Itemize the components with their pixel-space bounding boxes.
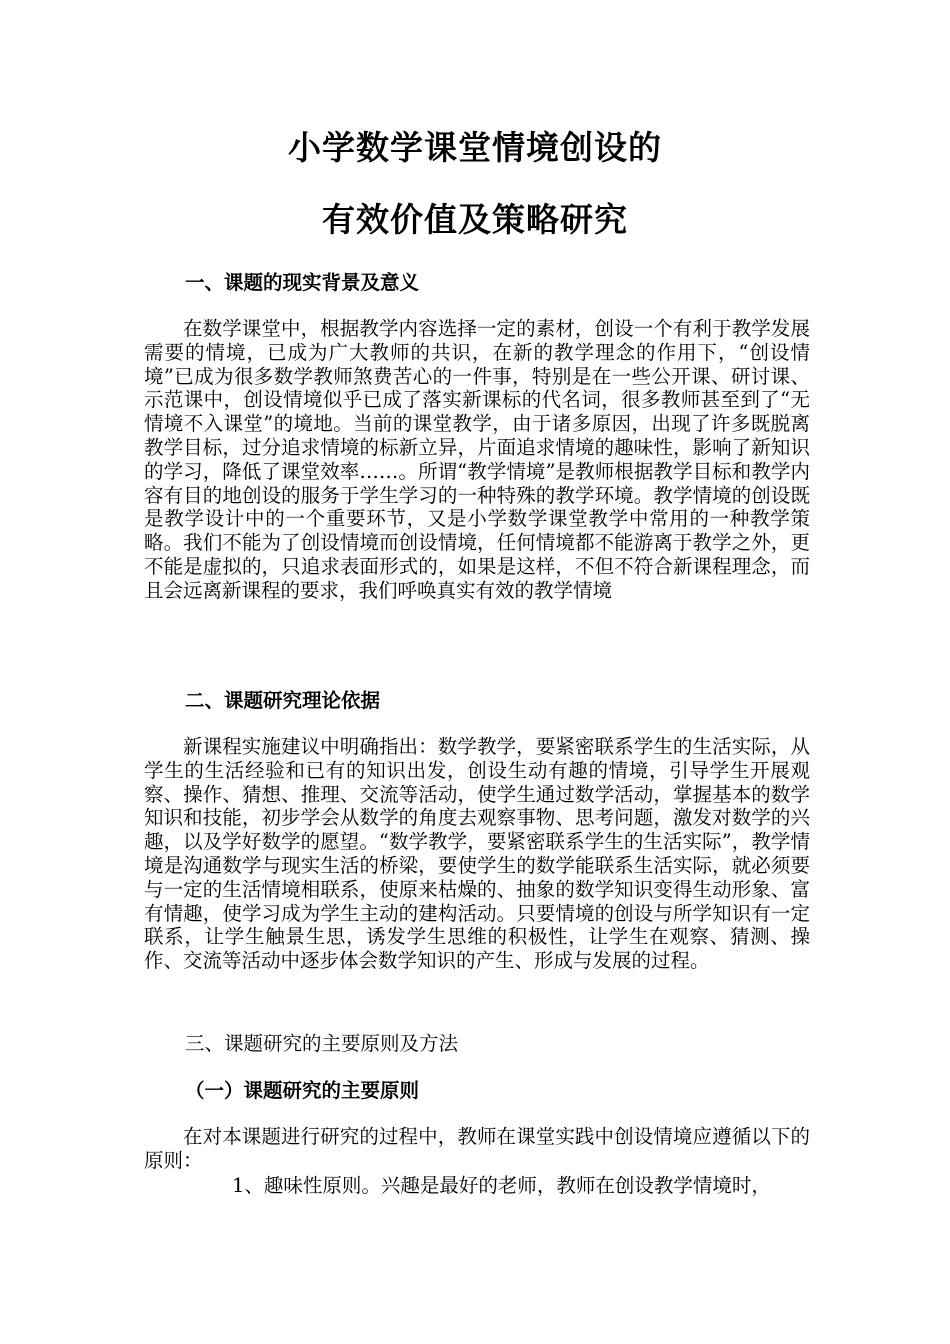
principle-item-1: 1、趣味性原则。兴趣是最好的老师，教师在创设教学情境时， [232, 1174, 771, 1197]
document-title-line-1: 小学数学课堂情境创设的 [288, 128, 662, 167]
section-2-paragraph: 新课程实施建议中明确指出：数学教学，要紧密联系学生的生活实际，从学生的生活经验和已有的知识出发，创设生动有趣的情境，引导学生开展观察、操作、猜想、推理、交流等活动，使学生通过数学活动，掌握基本的数学知识和技能，初步学会从数学的角度去观察事物、思考问题，激发对数学的兴趣，以及学好数学的愿望。“数学教学，要紧密联系学生的生活实际”，教学情境是沟通数学与现实生活的桥梁，要使学生的数学能联系生活实际，就必须要与一定的生活情境相联系，使原来枯燥的、抽象的数学知识变得生动形象、富有情趣，使学习成为学生主动的建构活动。只要情境的创设与所学知识有一定联系，让学生触景生思，诱发学生思维的积极性，让学生在观察、猜测、操作、交流等活动中逐步体会数学知识的产生、形成与发展的过程。 [144, 735, 810, 973]
section-1-heading: 一、课题的现实背景及意义 [185, 271, 420, 294]
section-3-heading: 三、课题研究的主要原则及方法 [185, 1032, 459, 1055]
document-title-line-2: 有效价值及策略研究 [322, 200, 628, 239]
section-1-paragraph: 在数学课堂中，根据教学内容选择一定的素材，创设一个有利于教学发展需要的情境，已成为广大教师的共识，在新的教学理念的作用下，“创设情境”已成为很多数学教师煞费苦心的一件事，特别是在一些公开课、研讨课、示范课中，创设情境似乎已成了落实新课标的代名词，很多教师甚至到了“无情境不入课堂”的境地。当前的课堂教学，由于诸多原因，出现了许多既脱离教学目标，过分追求情境的标新立异，片面追求情境的趣味性，影响了新知识的学习，降低了课堂效率……。所谓“教学情境”是教师根据教学目标和教学内容有目的地创设的服务于学生学习的一种特殊的教学环境。教学情境的创设既是教学设计中的一个重要环节，又是小学数学课堂教学中常用的一种教学策略。我们不能为了创设情境而创设情境，任何情境都不能游离于教学之外，更不能是虚拟的，只追求表面形式的，如果是这样，不但不符合新课程理念，而且会远离新课程的要求，我们呼唤真实有效的教学情境 [144, 317, 810, 602]
section-3-subheading: （一）课题研究的主要原则 [185, 1079, 420, 1102]
section-2-heading: 二、课题研究理论依据 [185, 689, 381, 712]
section-3-paragraph: 在对本课题进行研究的过程中，教师在课堂实践中创设情境应遵循以下的原则： [144, 1125, 810, 1172]
